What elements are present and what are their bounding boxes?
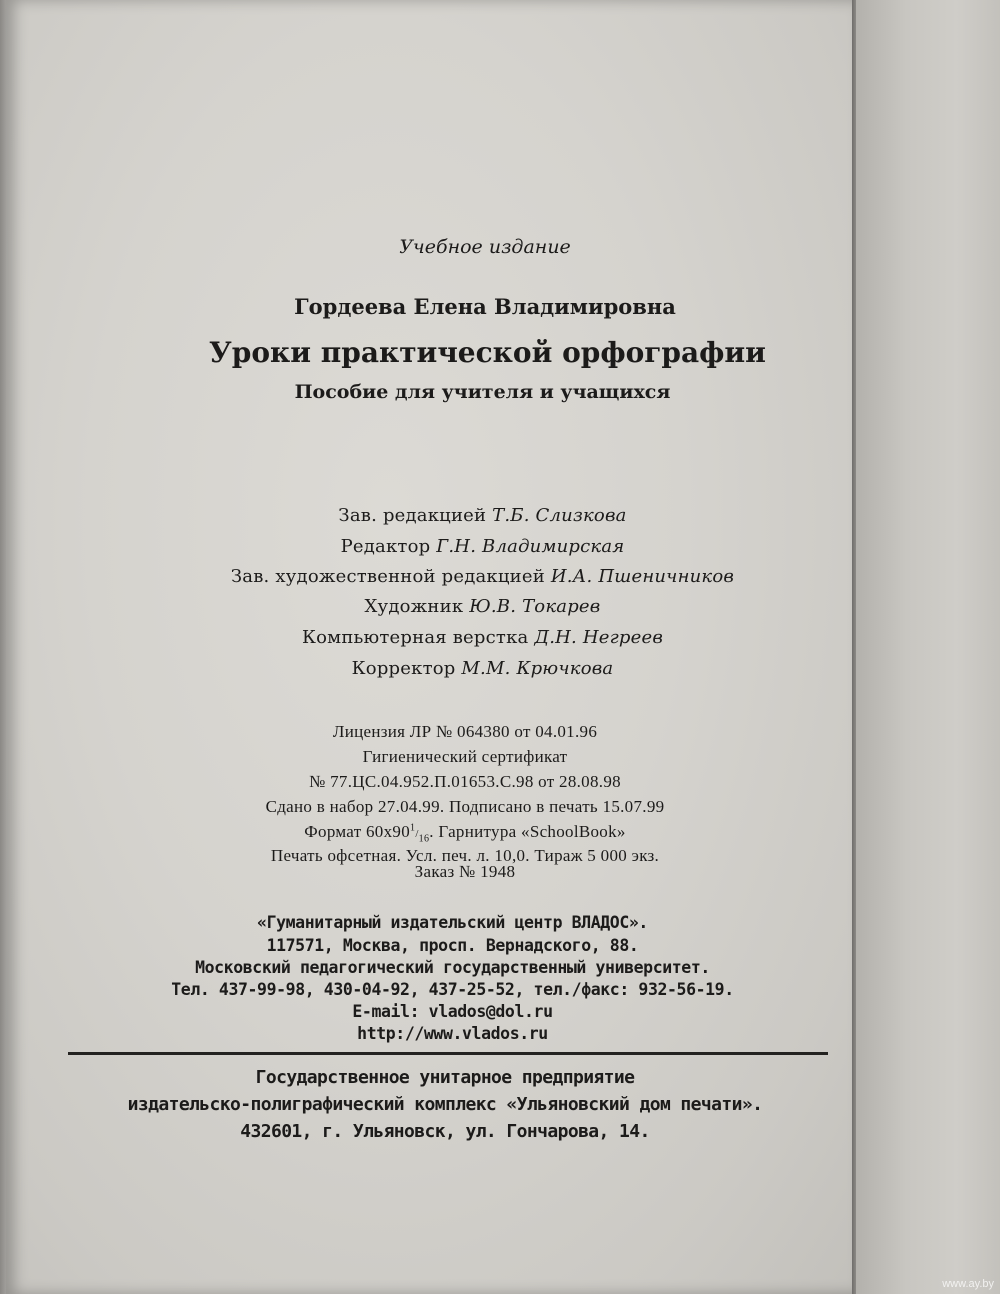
credit-role: Художник [364, 596, 464, 617]
printer-line-1: Государственное унитарное предприятие [255, 1067, 635, 1088]
printer-line-2: издательско-полиграфический комплекс «Ульяновский дом печати». [127, 1094, 763, 1115]
credit-person: Г.Н. Владимирская [436, 536, 625, 557]
credit-role: Компьютерная верстка [301, 627, 529, 648]
separator-rule [68, 1052, 828, 1055]
credit-person: М.М. Крючкова [461, 658, 614, 679]
watermark: www.ay.by [942, 1278, 994, 1290]
author-name: Гордеева Елена Владимировна [294, 294, 676, 319]
dates-line: Сдано в набор 27.04.99. Подписано в печать 15.07.99 [265, 797, 665, 816]
credit-person: Ю.В. Токарев [469, 596, 601, 617]
publisher-phones: Тел. 437-99-98, 430-04-92, 437-25-52, тел./факс: 932-56-19. [171, 980, 734, 999]
license-line: Лицензия ЛР № 064380 от 04.01.96 [332, 722, 598, 741]
credit-line [0, 627, 965, 648]
order-line: Заказ № 1948 [414, 862, 516, 881]
format-prefix: Формат 60х90 [304, 822, 410, 841]
publisher-address: 117571, Москва, просп. Вернадского, 88. [266, 936, 639, 955]
credit-role: Зав. редакцией [338, 505, 487, 526]
publisher-website: http://www.vlados.ru [357, 1024, 548, 1043]
book-subtitle: Пособие для учителя и учащихся [294, 381, 671, 403]
credit-line [0, 658, 965, 679]
format-fraction-denominator: 16 [418, 833, 430, 845]
credit-line [0, 505, 965, 526]
format-fraction-numerator: 1 [410, 822, 416, 834]
format-suffix: . Гарнитура «SchoolBook» [429, 822, 626, 841]
publisher-university: Московский педагогический государственный университет. [195, 958, 710, 977]
edition-type: Учебное издание [399, 236, 571, 258]
credit-role: Зав. художественной редакцией [230, 566, 545, 587]
credit-role: Редактор [340, 536, 431, 557]
credit-line [0, 566, 965, 587]
credit-line [0, 536, 965, 557]
certificate-number: № 77.ЦС.04.952.П.01653.С.98 от 28.08.98 [309, 772, 621, 791]
format-line: Формат $60х90^1/_{16}$. Гарнитура «SchoolBook» [304, 822, 626, 845]
certificate-label: Гигиенический сертификат [362, 747, 568, 766]
book-title: Уроки практической орфографии [209, 336, 766, 369]
credit-line [0, 596, 965, 617]
printer-line-3: 432601, г. Ульяновск, ул. Гончарова, 14. [240, 1121, 650, 1142]
credit-person: Д.Н. Негреев [534, 627, 664, 648]
print-info-line: Печать офсетная. Усл. печ. л. 10,0. Тираж 5 000 экз. [270, 846, 660, 865]
credit-role: Корректор [351, 658, 456, 679]
publisher-name: «Гуманитарный издательский центр ВЛАДОС». [257, 913, 648, 932]
credit-person: И.А. Пшеничников [550, 566, 735, 587]
credit-person: Т.Б. Слизкова [492, 505, 627, 526]
publisher-email: E-mail: vlados@dol.ru [352, 1002, 553, 1021]
